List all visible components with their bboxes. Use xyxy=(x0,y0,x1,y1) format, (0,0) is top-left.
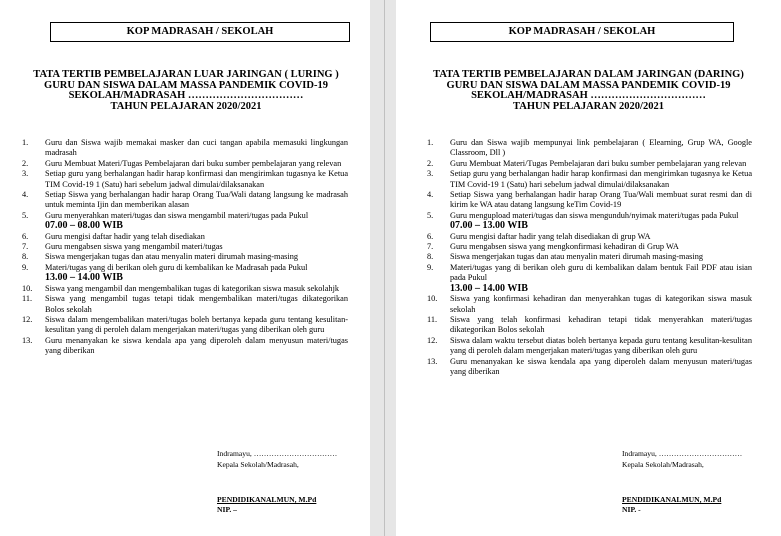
rule-number: 3. xyxy=(22,169,29,179)
rule-item xyxy=(427,314,752,336)
rule-item xyxy=(22,314,348,336)
rule-item xyxy=(22,242,348,252)
rule-number: 11. xyxy=(22,294,33,304)
rule-number: 7. xyxy=(22,242,29,252)
rule-number: 4. xyxy=(427,190,434,200)
rule-number: 5. xyxy=(427,210,434,220)
rule-item xyxy=(22,231,348,242)
rule-text: Siswa yang konfirmasi kehadiran dan menyerahkan tugas di kategorikan siswa masuk sekolah xyxy=(450,294,752,314)
kop-header: KOP MADRASAH / SEKOLAH xyxy=(430,22,734,42)
rule-item xyxy=(427,252,752,262)
rule-number: 10. xyxy=(427,294,438,304)
rule-text: Guru mengisi daftar hadir yang telah disediakan di grup WA xyxy=(450,231,651,241)
rule-item xyxy=(427,169,752,190)
rule-text: Siswa yang mengambil dan mengembalikan tugas di kategorikan siswa masuk sekolahjk xyxy=(45,283,340,293)
document-page-luring xyxy=(0,0,370,536)
signatory-name: PENDIDIKANALMUN, M.Pd xyxy=(622,495,722,504)
place-date: Indramayu, …………………………… xyxy=(622,449,743,458)
rule-number: 9. xyxy=(22,262,29,272)
rule-text: Setiap Siswa yang berhalangan hadir harap Orang Tua/Wali membuat surat resmi dan di kirim ke WA atau datang langsung keTim Covid-19 xyxy=(450,190,752,210)
rule-text: Guru menanyakan ke siswa kendala apa yang diperoleh dalam menyusun materi/tugas yang diberikan xyxy=(450,356,752,376)
rule-time: 13.00 – 14.00 WIB xyxy=(45,272,123,284)
rule-item xyxy=(22,283,348,294)
rule-item xyxy=(22,252,348,262)
rule-text: Siswa mengerjakan tugas dan atau menyalin materi dirumah masing-masing xyxy=(450,252,703,262)
rule-number: 1. xyxy=(427,138,434,147)
rule-item xyxy=(22,138,348,159)
rule-item xyxy=(427,294,752,315)
signatory-name: PENDIDIKANALMUN, M.Pd xyxy=(217,495,317,504)
rule-item xyxy=(427,138,752,159)
rule-time: 13.00 – 14.00 WIB xyxy=(450,282,528,294)
rule-item xyxy=(427,335,752,357)
signatory-role: Kepala Sekolah/Madrasah, xyxy=(217,460,299,469)
rules-list xyxy=(22,138,348,357)
rule-number: 12. xyxy=(22,314,33,324)
rule-number: 12. xyxy=(427,335,438,345)
rules-list xyxy=(427,138,752,377)
title-line: GURU DAN SISWA DALAM MASSA PANDEMIK COVID-19 xyxy=(446,79,731,91)
rule-text: Materi/tugas yang di berikan oleh guru di kembalikan dalam bentuk Fail PDF atau isian pada Pukul xyxy=(450,262,752,283)
rule-text: Guru mengabsen siswa yang mengkonfirmasi kehadiran di Grup WA xyxy=(450,242,679,252)
rule-item xyxy=(22,294,348,315)
rule-text: Siswa mengerjakan tugas dan atau menyalin materi dirumah masing-masing xyxy=(45,252,298,262)
rule-number: 3. xyxy=(427,169,434,179)
rule-number: 7. xyxy=(427,242,434,252)
rule-item xyxy=(22,262,348,284)
rule-number: 6. xyxy=(22,231,29,241)
rule-text: Guru mengupload materi/tugas dan siswa mengunduh/nyimak materi/tugas pada Pukul xyxy=(450,210,739,220)
title-line: TAHUN PELAJARAN 2020/2021 xyxy=(513,100,664,112)
page-separator xyxy=(384,0,385,536)
title-line: SEKOLAH/MADRASAH …………………………… xyxy=(471,90,706,101)
rule-text: Guru dan Siswa wajib memakai masker dan cuci tangan apabila memasuki lingkungan madrasah xyxy=(45,138,348,158)
rule-item xyxy=(22,158,348,169)
rule-time: 07.00 – 08.00 WIB xyxy=(45,220,123,232)
title-line: SEKOLAH/MADRASAH …………………………… xyxy=(68,90,304,101)
rule-number: 1. xyxy=(22,138,29,147)
rule-text: Materi/tugas yang di berikan oleh guru di kembalikan ke Madrasah pada Pukul xyxy=(45,262,308,272)
rule-time: 07.00 – 13.00 WIB xyxy=(450,220,528,232)
rule-item xyxy=(427,210,752,232)
rule-number: 8. xyxy=(427,252,434,262)
signature-block xyxy=(622,449,742,515)
signatory-nip: NIP. – xyxy=(217,505,237,514)
rule-number: 2. xyxy=(427,158,434,168)
rule-number: 13. xyxy=(22,335,33,345)
rule-text: Siswa yang mengambil tugas tetapi tidak mengembalikan materi/tugas dikategorikan Bolos sekolah xyxy=(45,294,348,314)
rule-number: 8. xyxy=(22,252,29,262)
rule-item xyxy=(427,356,752,378)
rule-item xyxy=(427,231,752,242)
rule-text: Guru Membuat Materi/Tugas Pembelajaran dari buku sumber pembelajaran yang relevan xyxy=(450,158,747,168)
rule-number: 10. xyxy=(22,283,33,293)
document-title xyxy=(396,70,781,112)
signatory-role: Kepala Sekolah/Madrasah, xyxy=(622,460,704,469)
rule-item xyxy=(22,190,348,211)
rule-number: 2. xyxy=(22,158,29,168)
rule-text: Guru Membuat Materi/Tugas Pembelajaran dari buku sumber pembelajaran yang relevan xyxy=(45,158,342,168)
rule-text: Guru menyerahkan materi/tugas dan siswa mengambil materi/tugas pada Pukul xyxy=(45,210,309,220)
rule-item xyxy=(427,242,752,252)
rule-text: Guru menanyakan ke siswa kendala apa yang diperoleh dalam menyusun materi/tugas yang diberikan xyxy=(45,335,348,356)
rule-text: Guru dan Siswa wajib mempunyai link pembelajaran ( Elearning, Grup WA, Google Classroom, Dll ) xyxy=(450,138,752,158)
title-line: GURU DAN SISWA DALAM MASSA PANDEMIK COVID-19 xyxy=(44,79,328,91)
rule-text: Setiap Siswa yang berhalangan hadir harap Orang Tua/Wali datang langsung ke madrasah untuk meminta Ijin dan memberikan alasan xyxy=(45,190,348,210)
rule-item xyxy=(427,262,752,294)
rule-number: 13. xyxy=(427,356,438,366)
place-date: Indramayu, …………………………… xyxy=(217,449,338,458)
rule-text: Siswa dalam mengembalikan materi/tugas boleh bertanya kepada guru tentang kesulitan-kesulitan yang di peroleh dalam mengerjakan materi/tugas yang diberikan oleh guru xyxy=(45,314,348,335)
title-line: TATA TERTIB PEMBELAJARAN DALAM JARINGAN (DARING) xyxy=(433,69,744,80)
rule-text: Setiap guru yang berhalangan hadir harap konfirmasi dan mengirimkan tugasnya ke Ketua TIM Covid-19 1 (Satu) hari sebelum jadwal dimulai/dilaksanakan xyxy=(450,169,752,189)
rule-text: Guru mengisi daftar hadir yang telah disediakan xyxy=(45,231,205,241)
rule-text: Siswa dalam waktu tersebut diatas boleh bertanya kepada guru tentang kesulitan-kesulitan yang di peroleh dalam mengerjakan materi/tugas yang diberikan oleh guru xyxy=(450,335,752,356)
rule-item xyxy=(22,210,348,232)
document-page-daring xyxy=(396,0,781,536)
rule-item xyxy=(22,169,348,190)
rule-text: Setiap guru yang berhalangan hadir harap konfirmasi dan mengirimkan tugasnya ke Ketua TIM Covid-19 1 (Satu) hari sebelum jadwal dimulai/dilaksanakan xyxy=(45,169,348,189)
signatory-nip: NIP. - xyxy=(622,505,641,514)
rule-number: 5. xyxy=(22,210,29,220)
rule-item xyxy=(22,335,348,357)
signature-block xyxy=(217,449,337,515)
rule-item xyxy=(427,158,752,169)
title-line: TATA TERTIB PEMBELAJARAN LUAR JARINGAN ( LURING ) xyxy=(33,69,339,80)
title-line: TAHUN PELAJARAN 2020/2021 xyxy=(110,100,262,112)
rule-text: Siswa yang telah konfirmasi kehadiran tetapi tidak menyerahkan materi/tugas dikategorikan Bolos sekolah xyxy=(450,314,752,335)
kop-header: KOP MADRASAH / SEKOLAH xyxy=(50,22,350,42)
rule-number: 6. xyxy=(427,231,434,241)
rule-item xyxy=(427,190,752,211)
rule-number: 9. xyxy=(427,262,434,272)
document-title xyxy=(0,70,372,112)
rule-number: 11. xyxy=(427,314,438,324)
rule-text: Guru mengabsen siswa yang mengambil materi/tugas xyxy=(45,242,223,252)
rule-number: 4. xyxy=(22,190,29,200)
